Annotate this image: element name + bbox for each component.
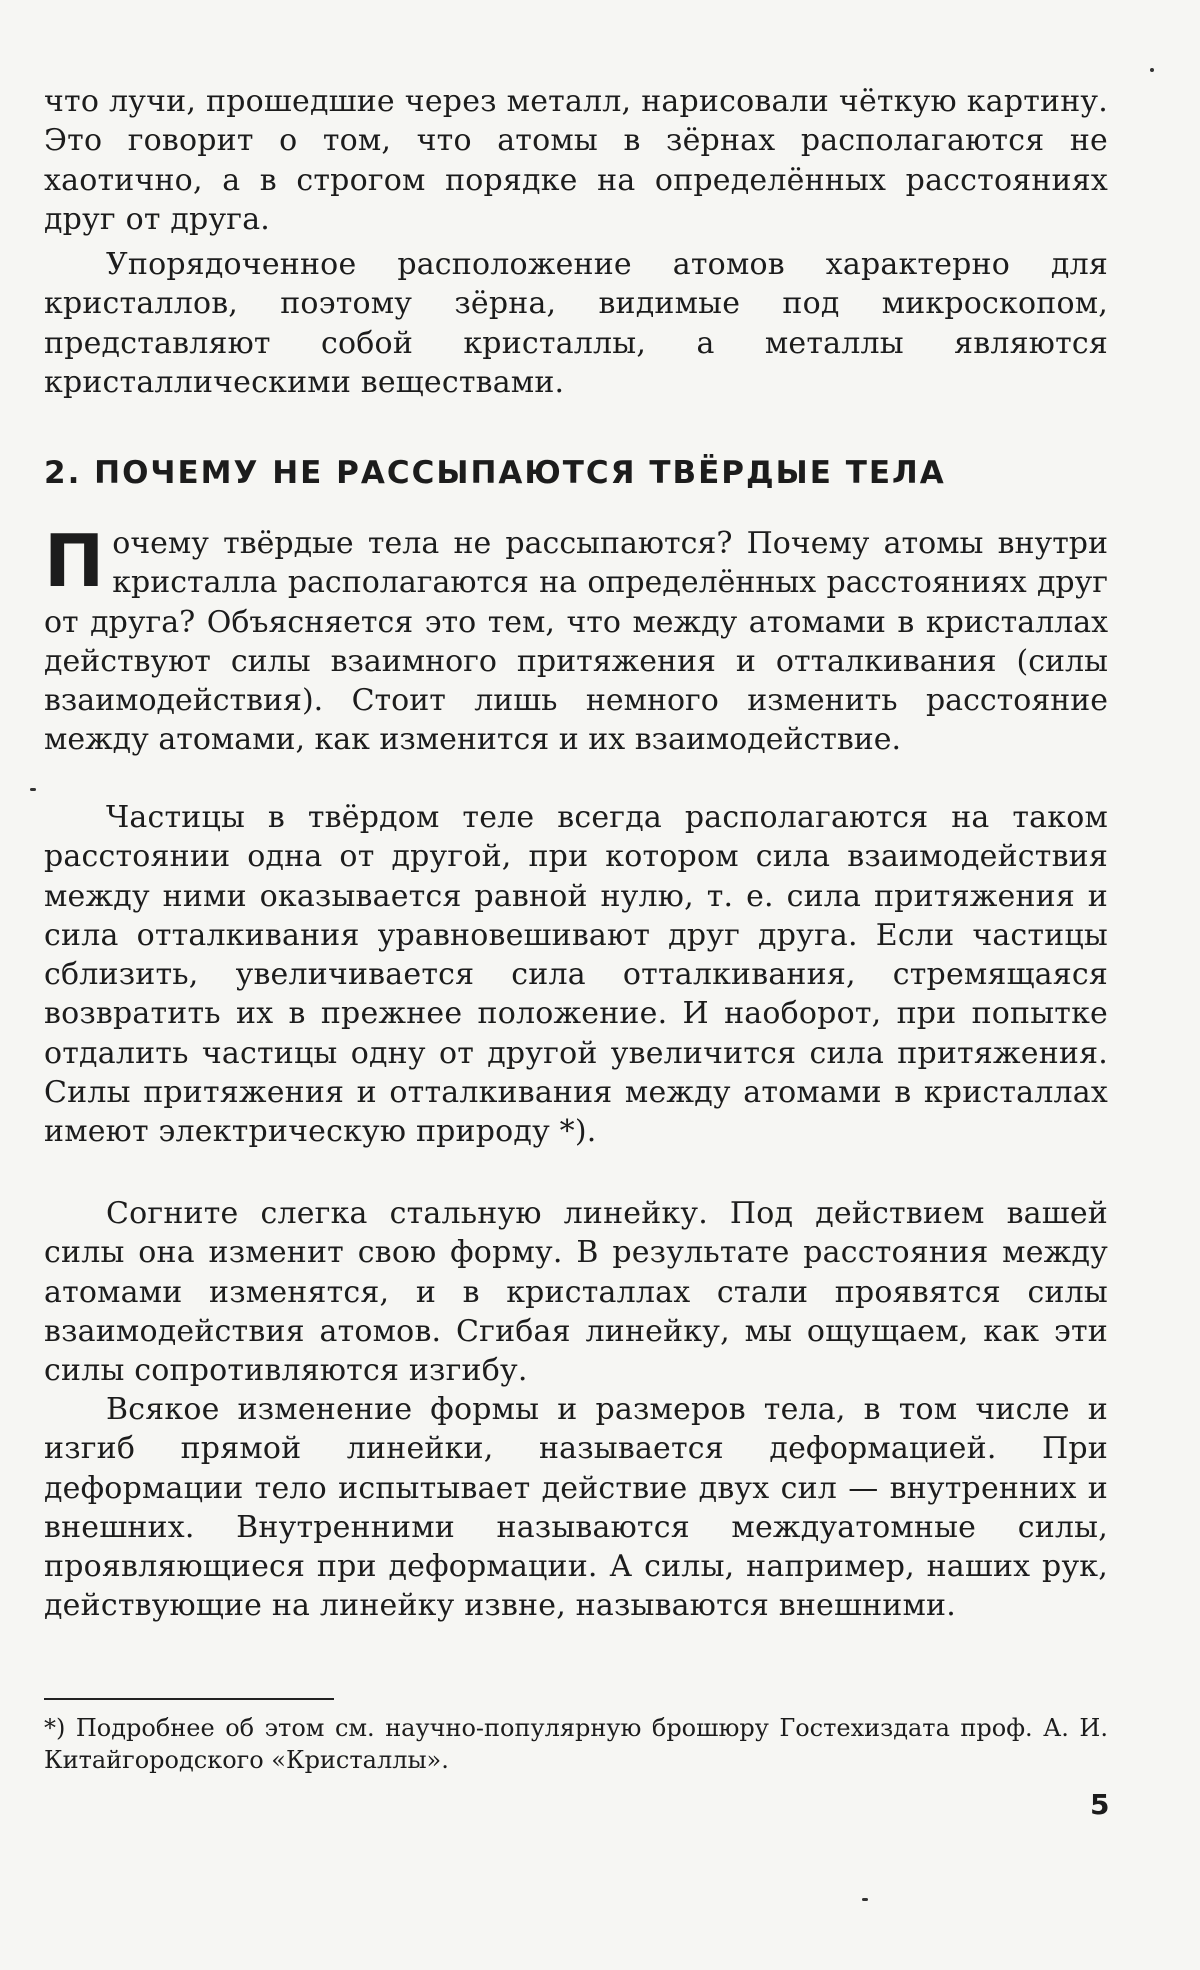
intro-paragraph-2: Упорядоченное расположение атомов характерно для кристаллов, поэтому зёрна, видимые под микроскопом, представляют собой кристаллы, а металлы являются кристаллическими веществами. bbox=[44, 247, 1108, 400]
drop-cap: П bbox=[44, 519, 105, 603]
section-paragraph-2-container bbox=[44, 798, 1108, 1152]
section-paragraph-3: Согните слегка стальную линейку. Под действием вашей силы она изменит свою форму. В результате расстояния между атомами изменятся, и в кристаллах стали проявятся силы взаимодействия атомов. Сгибая линейку, мы ощущаем, как эти силы сопротивляются изгибу. bbox=[44, 1196, 1108, 1389]
section-paragraph-3-container bbox=[44, 1194, 1108, 1390]
section-paragraph-1 bbox=[44, 519, 1108, 760]
section-paragraph-2: Частицы в твёрдом теле всегда располагаются на таком расстоянии одна от другой, при котором сила взаимодействия между ними оказывается равной нулю, т. е. сила притяжения и сила отталкивания уравновешивают друг друга. Если частицы сблизить, увеличивается сила отталкивания, стремящаяся возвратить их в прежнее положение. И наоборот, при попытке отдалить частицы одну от другой увеличится сила притяжения. Силы притяжения и отталкивания между атомами в кристаллах имеют электрическую природу *). bbox=[44, 800, 1108, 1150]
section-heading: 2. ПОЧЕМУ НЕ РАССЫПАЮТСЯ ТВЁРДЫЕ ТЕЛА bbox=[44, 455, 946, 491]
intro-paragraph-1-container bbox=[44, 82, 1108, 239]
footnote: *) Подробнее об этом см. научно-популярную брошюру Гостехиздата проф. А. И. Китайгородского «Кристаллы». bbox=[44, 1714, 1108, 1774]
scan-speck-mark bbox=[862, 1898, 868, 1901]
section-paragraph-4: Всякое изменение формы и размеров тела, в том числе и изгиб прямой линейки, называется деформацией. При деформации тело испытывает действие двух сил — внутренних и внешних. Внутренними называются междуатомные силы, проявляющиеся при деформации. А силы, например, наших рук, действующие на линейку извне, называются внешними. bbox=[44, 1392, 1108, 1624]
scan-speck-mark bbox=[30, 788, 36, 791]
scan-speck-mark bbox=[1150, 68, 1154, 72]
footnote-divider bbox=[44, 1698, 334, 1700]
intro-paragraph-2-container bbox=[44, 245, 1108, 402]
intro-paragraph-1: что лучи, прошедшие через металл, нарисовали чёткую картину. Это говорит о том, что атомы в зёрнах располагаются не хаотично, а в строгом порядке на определённых расстояниях друг от друга. bbox=[44, 84, 1108, 237]
page-number: 5 bbox=[1090, 1788, 1110, 1821]
section-paragraph-1-text: очему твёрдые тела не рассыпаются? Почему атомы внутри кристалла располагаются на определённых расстояниях друг от друга? Объясняется это тем, что между атомами в кристаллах действуют силы взаимного притяжения и отталкивания (силы взаимодействия). Стоит лишь немного изменить расстояние между атомами, как изменится и их взаимодействие. bbox=[44, 526, 1108, 758]
section-paragraph-4-container bbox=[44, 1390, 1108, 1626]
